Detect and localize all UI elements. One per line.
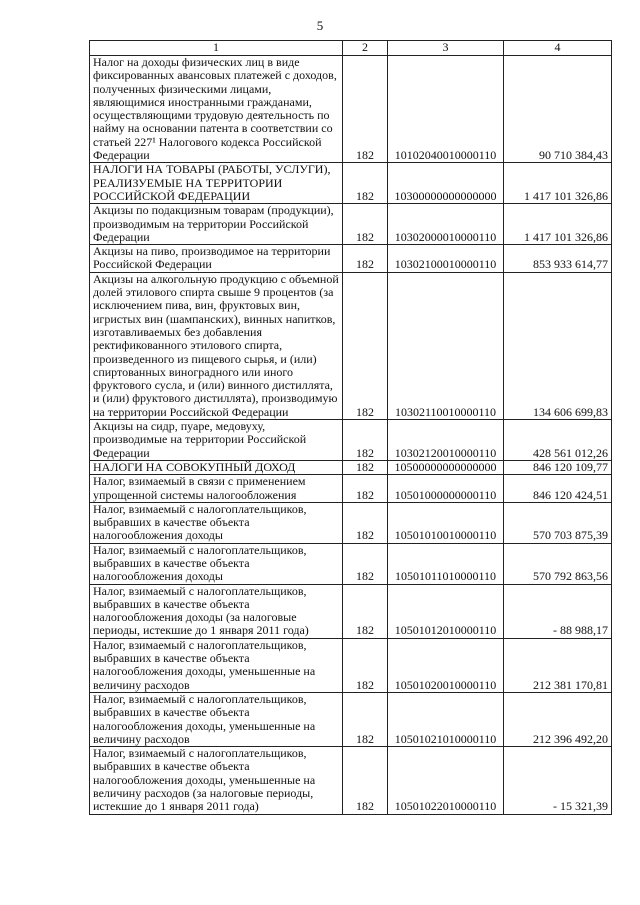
cell-name: Налог, взимаемый в связи с применением упрощенной системы налогообложения — [90, 475, 343, 503]
table-row — [90, 420, 612, 461]
cell-name: Акцизы на алкогольную продукцию с объемной долей этилового спирта свыше 9 процентов (за исключением пива, вин, фруктовых вин, игристых вин (шампанских), винных напитков, изготавливаемых без добавления ректификованного этилового спирта, произведенного из пищевого сырья, и (или) спиртованных виноградного или иного фруктового сусла, и (или) винного дистиллята, и (или) фруктового дистиллята), производимую на территории Российской Федерации — [90, 272, 343, 419]
cell-code: 10501000000000110 — [388, 475, 504, 503]
cell-code: 10500000000000000 — [388, 460, 504, 474]
table-row — [90, 245, 612, 273]
cell-code: 10501020010000110 — [388, 638, 504, 692]
cell-amount: - 88 988,17 — [504, 584, 612, 638]
table-row — [90, 204, 612, 245]
cell-code: 10501010010000110 — [388, 502, 504, 543]
column-header-code: 3 — [388, 41, 504, 56]
cell-admin: 182 — [343, 420, 388, 461]
column-header-amount: 4 — [504, 41, 612, 56]
cell-code: 10300000000000000 — [388, 163, 504, 204]
table-row — [90, 584, 612, 638]
cell-admin: 182 — [343, 245, 388, 273]
table-row — [90, 638, 612, 692]
cell-name: НАЛОГИ НА ТОВАРЫ (РАБОТЫ, УСЛУГИ), РЕАЛИЗУЕМЫЕ НА ТЕРРИТОРИИ РОССИЙСКОЙ ФЕДЕРАЦИИ — [90, 163, 343, 204]
cell-amount: 212 381 170,81 — [504, 638, 612, 692]
cell-admin: 182 — [343, 163, 388, 204]
cell-code: 10302000010000110 — [388, 204, 504, 245]
cell-code: 10501012010000110 — [388, 584, 504, 638]
cell-amount: - 15 321,39 — [504, 747, 612, 814]
cell-admin: 182 — [343, 584, 388, 638]
cell-admin: 182 — [343, 460, 388, 474]
cell-name: Налог, взимаемый с налогоплательщиков, выбравших в качестве объекта налогообложения доходы, уменьшенные на величину расходов — [90, 692, 343, 746]
cell-admin: 182 — [343, 692, 388, 746]
cell-amount: 428 561 012,26 — [504, 420, 612, 461]
cell-name: Налог, взимаемый с налогоплательщиков, выбравших в качестве объекта налогообложения доходы, уменьшенные на величину расходов — [90, 638, 343, 692]
cell-admin: 182 — [343, 204, 388, 245]
table-row — [90, 543, 612, 584]
cell-admin: 182 — [343, 475, 388, 503]
cell-name: Акцизы на сидр, пуаре, медовуху, производимые на территории Российской Федерации — [90, 420, 343, 461]
cell-code: 10102040010000110 — [388, 56, 504, 163]
cell-name: Налог, взимаемый с налогоплательщиков, выбравших в качестве объекта налогообложения доходы, уменьшенные на величину расходов (за налоговые периоды, истекшие до 1 января 2011 года) — [90, 747, 343, 814]
table-row — [90, 747, 612, 814]
cell-code: 10501021010000110 — [388, 692, 504, 746]
cell-amount: 846 120 109,77 — [504, 460, 612, 474]
cell-amount: 1 417 101 326,86 — [504, 204, 612, 245]
table-row — [90, 502, 612, 543]
cell-amount: 570 792 863,56 — [504, 543, 612, 584]
table-row — [90, 163, 612, 204]
cell-admin: 182 — [343, 638, 388, 692]
cell-name: Налог на доходы физических лиц в виде фиксированных авансовых платежей с доходов, полученных физическими лицами, являющимися иностранными гражданами, осуществляющими трудовую деятельность по найму на основании патента в соответствии со статьей 227¹ Налогового кодекса Российской Федерации — [90, 56, 343, 163]
cell-code: 10501022010000110 — [388, 747, 504, 814]
column-header-name: 1 — [90, 41, 343, 56]
cell-code: 10501011010000110 — [388, 543, 504, 584]
cell-name: НАЛОГИ НА СОВОКУПНЫЙ ДОХОД — [90, 460, 343, 474]
cell-name: Акцизы на пиво, производимое на территории Российской Федерации — [90, 245, 343, 273]
cell-name: Налог, взимаемый с налогоплательщиков, выбравших в качестве объекта налогообложения доходы — [90, 502, 343, 543]
cell-name: Акцизы по подакцизным товарам (продукции), производимым на территории Российской Федерации — [90, 204, 343, 245]
cell-amount: 90 710 384,43 — [504, 56, 612, 163]
table-row — [90, 272, 612, 419]
table-row — [90, 692, 612, 746]
table-row — [90, 460, 612, 474]
cell-admin: 182 — [343, 543, 388, 584]
revenue-table — [89, 40, 612, 815]
table-row — [90, 475, 612, 503]
cell-code: 10302110010000110 — [388, 272, 504, 419]
cell-name: Налог, взимаемый с налогоплательщиков, выбравших в качестве объекта налогообложения доходы — [90, 543, 343, 584]
cell-code: 10302100010000110 — [388, 245, 504, 273]
cell-admin: 182 — [343, 56, 388, 163]
column-header-admin: 2 — [343, 41, 388, 56]
cell-admin: 182 — [343, 502, 388, 543]
table-header-row — [90, 41, 612, 56]
cell-admin: 182 — [343, 272, 388, 419]
cell-amount: 846 120 424,51 — [504, 475, 612, 503]
cell-admin: 182 — [343, 747, 388, 814]
cell-amount: 570 703 875,39 — [504, 502, 612, 543]
page-number: 5 — [316, 18, 324, 33]
cell-amount: 1 417 101 326,86 — [504, 163, 612, 204]
table-body — [90, 56, 612, 815]
cell-amount: 853 933 614,77 — [504, 245, 612, 273]
cell-amount: 212 396 492,20 — [504, 692, 612, 746]
cell-amount: 134 606 699,83 — [504, 272, 612, 419]
table-row — [90, 56, 612, 163]
cell-code: 10302120010000110 — [388, 420, 504, 461]
cell-name: Налог, взимаемый с налогоплательщиков, выбравших в качестве объекта налогообложения доходы (за налоговые периоды, истекшие до 1 января 2011 года) — [90, 584, 343, 638]
